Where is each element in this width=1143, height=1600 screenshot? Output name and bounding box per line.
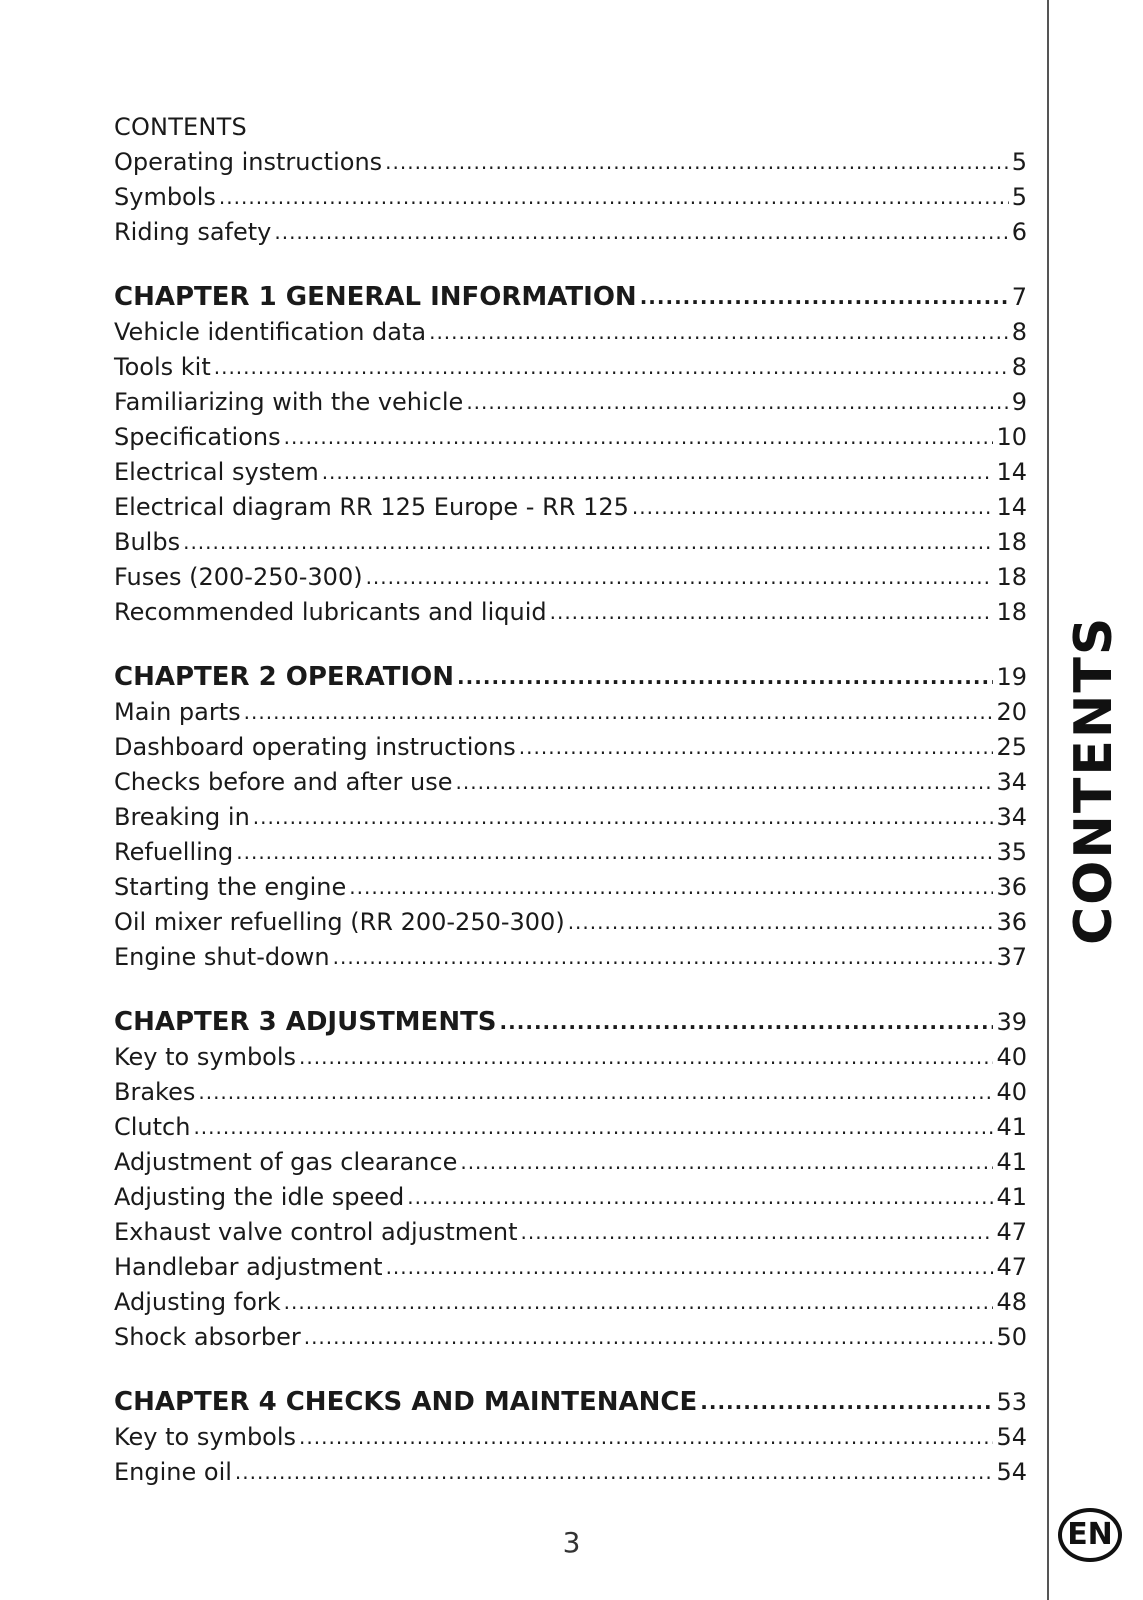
toc-sections	[114, 145, 1027, 1490]
page-reference: 20	[996, 698, 1027, 726]
chapter-title: CHAPTER 4 CHECKS AND MAINTENANCE	[114, 1387, 698, 1417]
toc-entry-row[interactable]	[114, 1455, 1027, 1490]
toc-section	[114, 1385, 1027, 1490]
toc-entry-row[interactable]	[114, 800, 1027, 835]
dot-leader	[284, 1284, 994, 1320]
toc-entry-row[interactable]	[114, 595, 1027, 630]
toc-entry-row[interactable]	[114, 1250, 1027, 1285]
page-reference: 36	[996, 908, 1027, 936]
margin-divider-line	[1047, 0, 1049, 1600]
page-reference: 41	[996, 1148, 1027, 1176]
dot-leader	[700, 1384, 993, 1420]
toc-section	[114, 660, 1027, 975]
dot-leader	[214, 349, 1009, 385]
dot-leader	[349, 869, 993, 905]
toc-entry-row[interactable]	[114, 940, 1027, 975]
language-badge: EN	[1058, 1508, 1122, 1562]
entry-title: Oil mixer refuelling (RR 200-250-300)	[114, 908, 565, 936]
toc-entry-row[interactable]	[114, 180, 1027, 215]
dot-leader	[632, 489, 994, 525]
toc-entry-row[interactable]	[114, 1285, 1027, 1320]
page-reference: 36	[996, 873, 1027, 901]
dot-leader	[521, 1214, 994, 1250]
page-reference: 18	[996, 598, 1027, 626]
toc-entry-row[interactable]	[114, 1040, 1027, 1075]
chapter-heading-row[interactable]	[114, 660, 1027, 695]
entry-title: Shock absorber	[114, 1323, 301, 1351]
dot-leader	[333, 939, 994, 975]
dot-leader	[385, 144, 1009, 180]
dot-leader	[466, 384, 1008, 420]
dot-leader	[274, 214, 1008, 250]
entry-title: Electrical diagram RR 125 Europe - RR 125	[114, 493, 629, 521]
page-number: 3	[562, 1526, 581, 1559]
page-reference: 18	[996, 563, 1027, 591]
entry-title: Symbols	[114, 183, 216, 211]
entry-title: Engine oil	[114, 1458, 232, 1486]
entry-title: Adjusting fork	[114, 1288, 281, 1316]
toc-entry-row[interactable]	[114, 730, 1027, 765]
toc-entry-row[interactable]	[114, 560, 1027, 595]
page-reference: 34	[996, 803, 1027, 831]
toc-entry-row[interactable]	[114, 145, 1027, 180]
dot-leader	[253, 799, 994, 835]
page-reference: 40	[996, 1043, 1027, 1071]
page-reference: 40	[996, 1078, 1027, 1106]
page-reference: 35	[996, 838, 1027, 866]
dot-leader	[322, 454, 994, 490]
dot-leader	[183, 524, 993, 560]
toc-entry-row[interactable]	[114, 1215, 1027, 1250]
dot-leader	[244, 694, 994, 730]
dot-leader	[500, 1004, 994, 1040]
page-reference: 10	[996, 423, 1027, 451]
dot-leader	[299, 1039, 993, 1075]
page-reference: 5	[1011, 148, 1027, 176]
page-reference: 39	[996, 1008, 1027, 1036]
toc-entry-row[interactable]	[114, 695, 1027, 730]
page-reference: 47	[996, 1253, 1027, 1281]
page-reference: 7	[1011, 283, 1027, 311]
dot-leader	[219, 179, 1009, 215]
page-reference: 53	[996, 1388, 1027, 1416]
dot-leader	[304, 1319, 994, 1355]
dot-leader	[457, 659, 993, 695]
entry-title: Tools kit	[114, 353, 211, 381]
dot-leader	[236, 834, 993, 870]
page-reference: 25	[996, 733, 1027, 761]
entry-title: Handlebar adjustment	[114, 1253, 383, 1281]
dot-leader	[550, 594, 994, 630]
toc-entry-row[interactable]	[114, 1145, 1027, 1180]
toc-section	[114, 280, 1027, 630]
page-reference: 9	[1011, 388, 1027, 416]
chapter-heading-row[interactable]	[114, 1005, 1027, 1040]
page-reference: 34	[996, 768, 1027, 796]
toc-entry-row[interactable]	[114, 1075, 1027, 1110]
page-reference: 47	[996, 1218, 1027, 1246]
page-reference: 37	[996, 943, 1027, 971]
toc-entry-row[interactable]	[114, 525, 1027, 560]
page-reference: 5	[1011, 183, 1027, 211]
toc-entry-row[interactable]	[114, 350, 1027, 385]
toc-entry-row[interactable]	[114, 1180, 1027, 1215]
page-reference: 8	[1011, 318, 1027, 346]
dot-leader	[519, 729, 994, 765]
entry-title: Refuelling	[114, 838, 234, 866]
table-of-contents	[114, 110, 1027, 1520]
chapter-title: CHAPTER 3 ADJUSTMENTS	[114, 1007, 497, 1037]
dot-leader	[193, 1109, 993, 1145]
page-reference: 14	[996, 458, 1027, 486]
page-reference: 54	[996, 1423, 1027, 1451]
entry-title: Key to symbols	[114, 1423, 297, 1451]
entry-title: Bulbs	[114, 528, 181, 556]
toc-entry-row[interactable]	[114, 385, 1027, 420]
entry-title: Starting the engine	[114, 873, 347, 901]
entry-title: Exhaust valve control adjustment	[114, 1218, 518, 1246]
toc-entry-row[interactable]	[114, 1420, 1027, 1455]
dot-leader	[568, 904, 994, 940]
toc-entry-row[interactable]	[114, 455, 1027, 490]
page-reference: 54	[996, 1458, 1027, 1486]
dot-leader	[386, 1249, 994, 1285]
toc-entry-row[interactable]	[114, 315, 1027, 350]
entry-title: Electrical system	[114, 458, 319, 486]
page-reference: 18	[996, 528, 1027, 556]
entry-title: Vehicle identification data	[114, 318, 427, 346]
entry-title: Engine shut-down	[114, 943, 330, 971]
entry-title: Recommended lubricants and liquid	[114, 598, 547, 626]
dot-leader	[299, 1419, 993, 1455]
entry-title: Breaking in	[114, 803, 250, 831]
chapter-title: CHAPTER 2 OPERATION	[114, 662, 455, 692]
entry-title: Riding safety	[114, 218, 272, 246]
toc-entry-row[interactable]	[114, 1110, 1027, 1145]
toc-entry-row[interactable]	[114, 215, 1027, 250]
toc-entry-row[interactable]	[114, 835, 1027, 870]
toc-entry-row[interactable]	[114, 490, 1027, 525]
page-reference: 6	[1011, 218, 1027, 246]
toc-section	[114, 1005, 1027, 1355]
page-reference: 19	[996, 663, 1027, 691]
toc-entry-row[interactable]	[114, 1320, 1027, 1355]
toc-entry-row[interactable]	[114, 765, 1027, 800]
toc-heading: CONTENTS	[114, 113, 247, 141]
page-reference: 50	[996, 1323, 1027, 1351]
dot-leader	[198, 1074, 993, 1110]
chapter-heading-row[interactable]	[114, 1385, 1027, 1420]
toc-section	[114, 145, 1027, 250]
dot-leader	[456, 764, 994, 800]
entry-title: Adjustment of gas clearance	[114, 1148, 458, 1176]
dot-leader	[429, 314, 1009, 350]
chapter-title: CHAPTER 1 GENERAL INFORMATION	[114, 282, 637, 312]
page-reference: 41	[996, 1183, 1027, 1211]
dot-leader	[460, 1144, 993, 1180]
side-section-label: CONTENTS	[1064, 615, 1124, 945]
page-reference: 48	[996, 1288, 1027, 1316]
entry-title: Fuses (200-250-300)	[114, 563, 363, 591]
entry-title: Brakes	[114, 1078, 196, 1106]
entry-title: Main parts	[114, 698, 241, 726]
entry-title: Checks before and after use	[114, 768, 453, 796]
entry-title: Dashboard operating instructions	[114, 733, 516, 761]
toc-entry-row[interactable]	[114, 420, 1027, 455]
page-reference: 8	[1011, 353, 1027, 381]
entry-title: Familiarizing with the vehicle	[114, 388, 464, 416]
toc-entry-row[interactable]	[114, 905, 1027, 940]
dot-leader	[366, 559, 994, 595]
page-reference: 14	[996, 493, 1027, 521]
dot-leader	[284, 419, 994, 455]
entry-title: Adjusting the idle speed	[114, 1183, 405, 1211]
entry-title: Key to symbols	[114, 1043, 297, 1071]
chapter-heading-row[interactable]	[114, 280, 1027, 315]
entry-title: Specifications	[114, 423, 281, 451]
page-reference: 41	[996, 1113, 1027, 1141]
entry-title: Operating instructions	[114, 148, 383, 176]
toc-entry-row[interactable]	[114, 870, 1027, 905]
dot-leader	[235, 1454, 994, 1490]
dot-leader	[640, 279, 1009, 315]
entry-title: Clutch	[114, 1113, 191, 1141]
dot-leader	[407, 1179, 993, 1215]
